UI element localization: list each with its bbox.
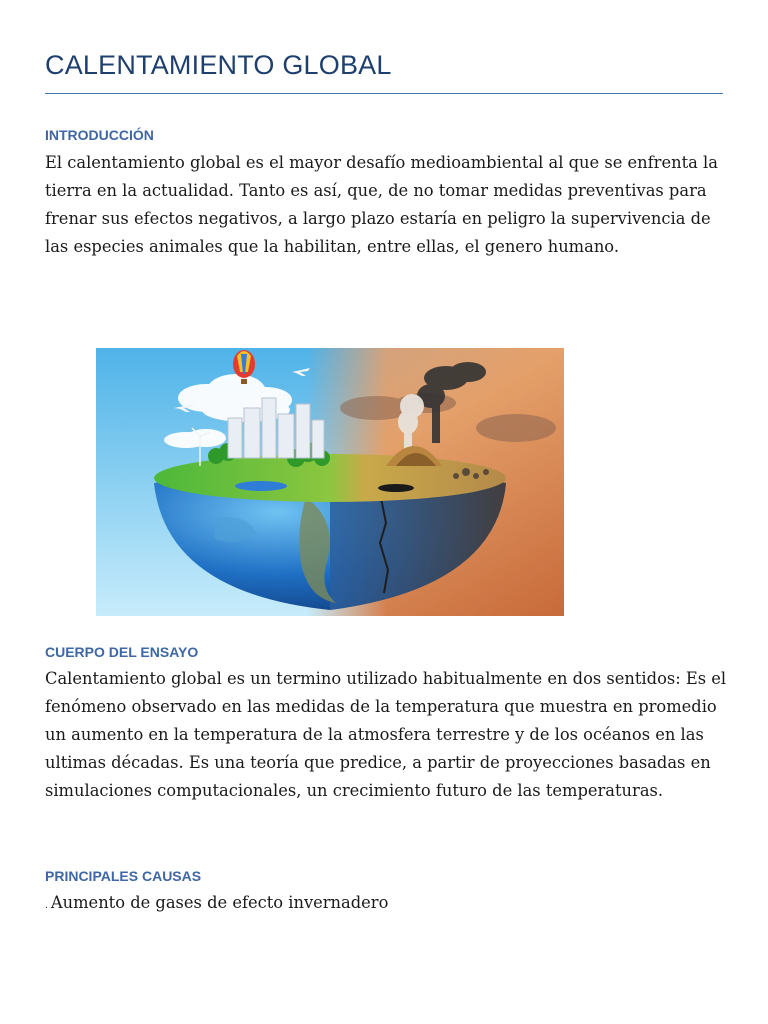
list-item-marker: . xyxy=(45,901,48,911)
title-divider xyxy=(45,93,723,94)
global-warming-illustration xyxy=(96,348,564,616)
section-body-cuerpo-del-ensayo: Calentamiento global es un termino utilizado habitualmente en dos sentidos: Es el fenómeno observado en las medidas de la temperatura que muestra en promedio un aumento en la temperatura de la atmosfera terrestre y de los océanos en las ultimas décadas. Es una teoría que predice, a partir de proyecciones basadas en simulaciones computacionales, un crecimiento futuro de las temperaturas. xyxy=(45,669,727,800)
document-title: CALENTAMIENTO GLOBAL xyxy=(45,50,392,80)
section-heading-introduccion: INTRODUCCIÓN xyxy=(45,127,154,143)
illustration-svg xyxy=(96,348,564,616)
list-item-text: Aumento de gases de efecto invernadero xyxy=(50,893,389,912)
section-heading-cuerpo-del-ensayo: CUERPO DEL ENSAYO xyxy=(45,644,199,660)
section-heading-principales-causas: PRINCIPALES CAUSAS xyxy=(45,868,202,884)
list-item xyxy=(45,889,735,920)
section-body-introduccion: El calentamiento global es el mayor desafío medioambiental al que se enfrenta la tierra en la actualidad. Tanto es así, que, de no tomar medidas preventivas para frenar sus efectos negativos, a largo plazo estaría en peligro la supervivencia de las especies animales que la habilitan, entre ellas, el genero humano. xyxy=(45,153,718,256)
